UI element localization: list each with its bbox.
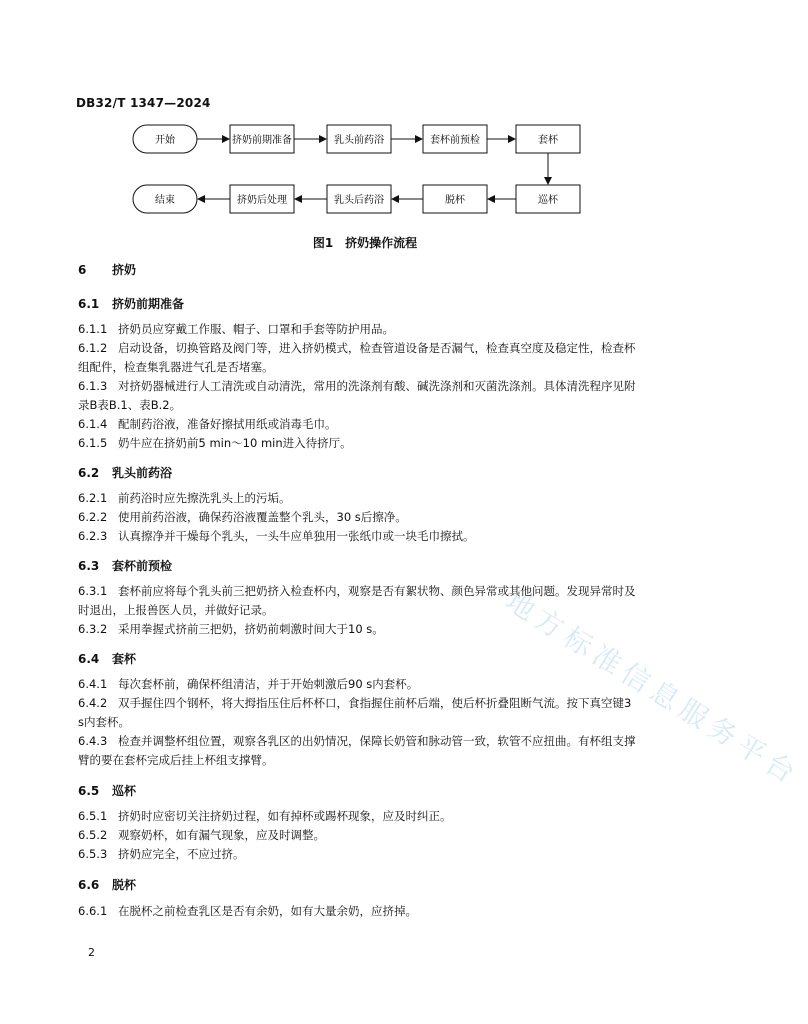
section-title: 挤奶前期准备	[112, 297, 185, 311]
clause-number: 6.4.3	[78, 734, 108, 748]
section-heading	[78, 261, 136, 278]
clause-text: 套杯前应将每个乳头前三把奶挤入检查杯内，观察是否有絮状物、颜色异常或其他问题。发现异常时及时退出，上报兽医人员，并做好记录。	[78, 584, 636, 617]
clause-text: 配制药浴液，准备好擦拭用纸或消毒毛巾。	[118, 417, 337, 431]
section-title: 套杯	[112, 652, 137, 666]
clause	[78, 902, 638, 921]
section-title: 挤奶	[112, 263, 137, 277]
clause-text: 在脱杯之前检查乳区是否有余奶，如有大量余奶，应挤掉。	[118, 904, 417, 918]
clause-text: 对挤奶器械进行人工清洗或自动清洗，常用的洗涤剂有酸、碱洗涤剂和灭菌洗涤剂。具体清洗程序见附录B表B.1、表B.2。	[78, 379, 636, 412]
section-number: 6	[78, 263, 87, 277]
clause-number: 6.4.1	[78, 677, 108, 691]
clause	[78, 620, 638, 639]
clause	[78, 694, 638, 732]
step-label-precheck: 套杯前预检	[430, 135, 480, 146]
clause	[78, 527, 638, 546]
section-heading	[78, 782, 136, 799]
clause-number: 6.1.3	[78, 379, 108, 393]
clause-text: 双手握住四个钢杯，将大拇指压住后杯杯口，食指握住前杯后端，使后杯折叠阻断气流。按下真空键3 s内套杯。	[78, 696, 632, 729]
clause-number: 6.3.2	[78, 622, 108, 636]
step-label-prep: 挤奶前期准备	[232, 135, 292, 146]
section-title: 脱杯	[112, 878, 137, 892]
clause-number: 6.5.2	[78, 828, 108, 842]
step-label-detach: 脱杯	[445, 195, 465, 206]
step-label-post-dip: 乳头后药浴	[334, 195, 384, 206]
clause	[78, 582, 638, 620]
clause-text: 检查并调整杯组位置，观察各乳区的出奶情况，保障长奶管和脉动管一致，软管不应扭曲。有杯组支撑臂的要在套杯完成后挂上杯组支撑臂。	[78, 734, 636, 767]
section-heading	[78, 876, 136, 893]
clause	[78, 675, 638, 694]
clause-text: 观察奶杯，如有漏气现象，应及时调整。	[118, 828, 325, 842]
clause-text: 每次套杯前，确保杯组清洁，并于开始刺激后90 s内套杯。	[118, 677, 419, 691]
section-number: 6.6	[78, 878, 100, 892]
clause-number: 6.6.1	[78, 904, 108, 918]
clause-text: 挤奶员应穿戴工作服、帽子、口罩和手套等防护用品。	[118, 322, 394, 336]
clause-text: 挤奶应完全，不应过挤。	[118, 847, 245, 861]
clause	[78, 826, 638, 845]
end-label: 结束	[155, 195, 175, 206]
step-label-attach: 套杯	[538, 135, 558, 146]
page-number: 2	[88, 946, 95, 959]
section-number: 6.2	[78, 466, 100, 480]
clause-text: 采用拳握式挤前三把奶，挤奶前刺激时间大于10 s。	[118, 622, 384, 636]
clause	[78, 434, 638, 453]
clause-text: 挤奶时应密切关注挤奶过程，如有掉杯或踢杯现象，应及时纠正。	[118, 809, 452, 823]
section-number: 6.5	[78, 784, 100, 798]
clause	[78, 415, 638, 434]
clause-number: 6.2.2	[78, 510, 108, 524]
process-flowchart	[0, 0, 730, 230]
clause-text: 奶牛应在挤奶前5 min～10 min进入待挤厅。	[118, 436, 352, 450]
clause	[78, 845, 638, 864]
clause	[78, 489, 638, 508]
section-number: 6.1	[78, 297, 100, 311]
section-heading	[78, 295, 184, 312]
clause-number: 6.2.3	[78, 529, 108, 543]
clause-number: 6.3.1	[78, 584, 108, 598]
section-number: 6.3	[78, 559, 100, 573]
clause	[78, 320, 638, 339]
clause	[78, 339, 638, 377]
step-label-post-process: 挤奶后处理	[237, 195, 287, 206]
clause-number: 6.5.1	[78, 809, 108, 823]
clause-number: 6.5.3	[78, 847, 108, 861]
clause-number: 6.1.1	[78, 322, 108, 336]
section-heading	[78, 464, 172, 481]
clause	[78, 807, 638, 826]
clause-number: 6.1.4	[78, 417, 108, 431]
step-label-patrol: 巡杯	[538, 195, 558, 206]
document-code: DB32/T 1347—2024	[76, 96, 211, 110]
section-heading	[78, 650, 136, 667]
clause	[78, 377, 638, 415]
clause-number: 6.1.2	[78, 341, 108, 355]
watermark: 地方标准信息服务平台	[499, 584, 806, 793]
start-label: 开始	[155, 135, 175, 146]
section-title: 乳头前药浴	[112, 466, 173, 480]
section-heading	[78, 557, 172, 574]
clause-text: 前药浴时应先擦洗乳头上的污垢。	[118, 491, 291, 505]
section-title: 巡杯	[112, 784, 137, 798]
clause-number: 6.4.2	[78, 696, 108, 710]
figure-caption: 图1 挤奶操作流程	[312, 236, 418, 250]
clause-text: 启动设备，切换管路及阀门等，进入挤奶模式，检查管道设备是否漏气，检查真空度及稳定性，检查杯组配件，检查集乳器进气孔是否堵塞。	[78, 341, 636, 374]
clause-number: 6.1.5	[78, 436, 108, 450]
clause-number: 6.2.1	[78, 491, 108, 505]
section-title: 套杯前预检	[112, 559, 173, 573]
section-number: 6.4	[78, 652, 100, 666]
clause-text: 认真擦净并干燥每个乳头，一头牛应单独用一张纸巾或一块毛巾擦拭。	[118, 529, 475, 543]
step-label-pre-dip: 乳头前药浴	[334, 135, 384, 146]
clause-text: 使用前药浴液，确保药浴液覆盖整个乳头，30 s后擦净。	[118, 510, 407, 524]
clause	[78, 508, 638, 527]
clause	[78, 732, 638, 770]
